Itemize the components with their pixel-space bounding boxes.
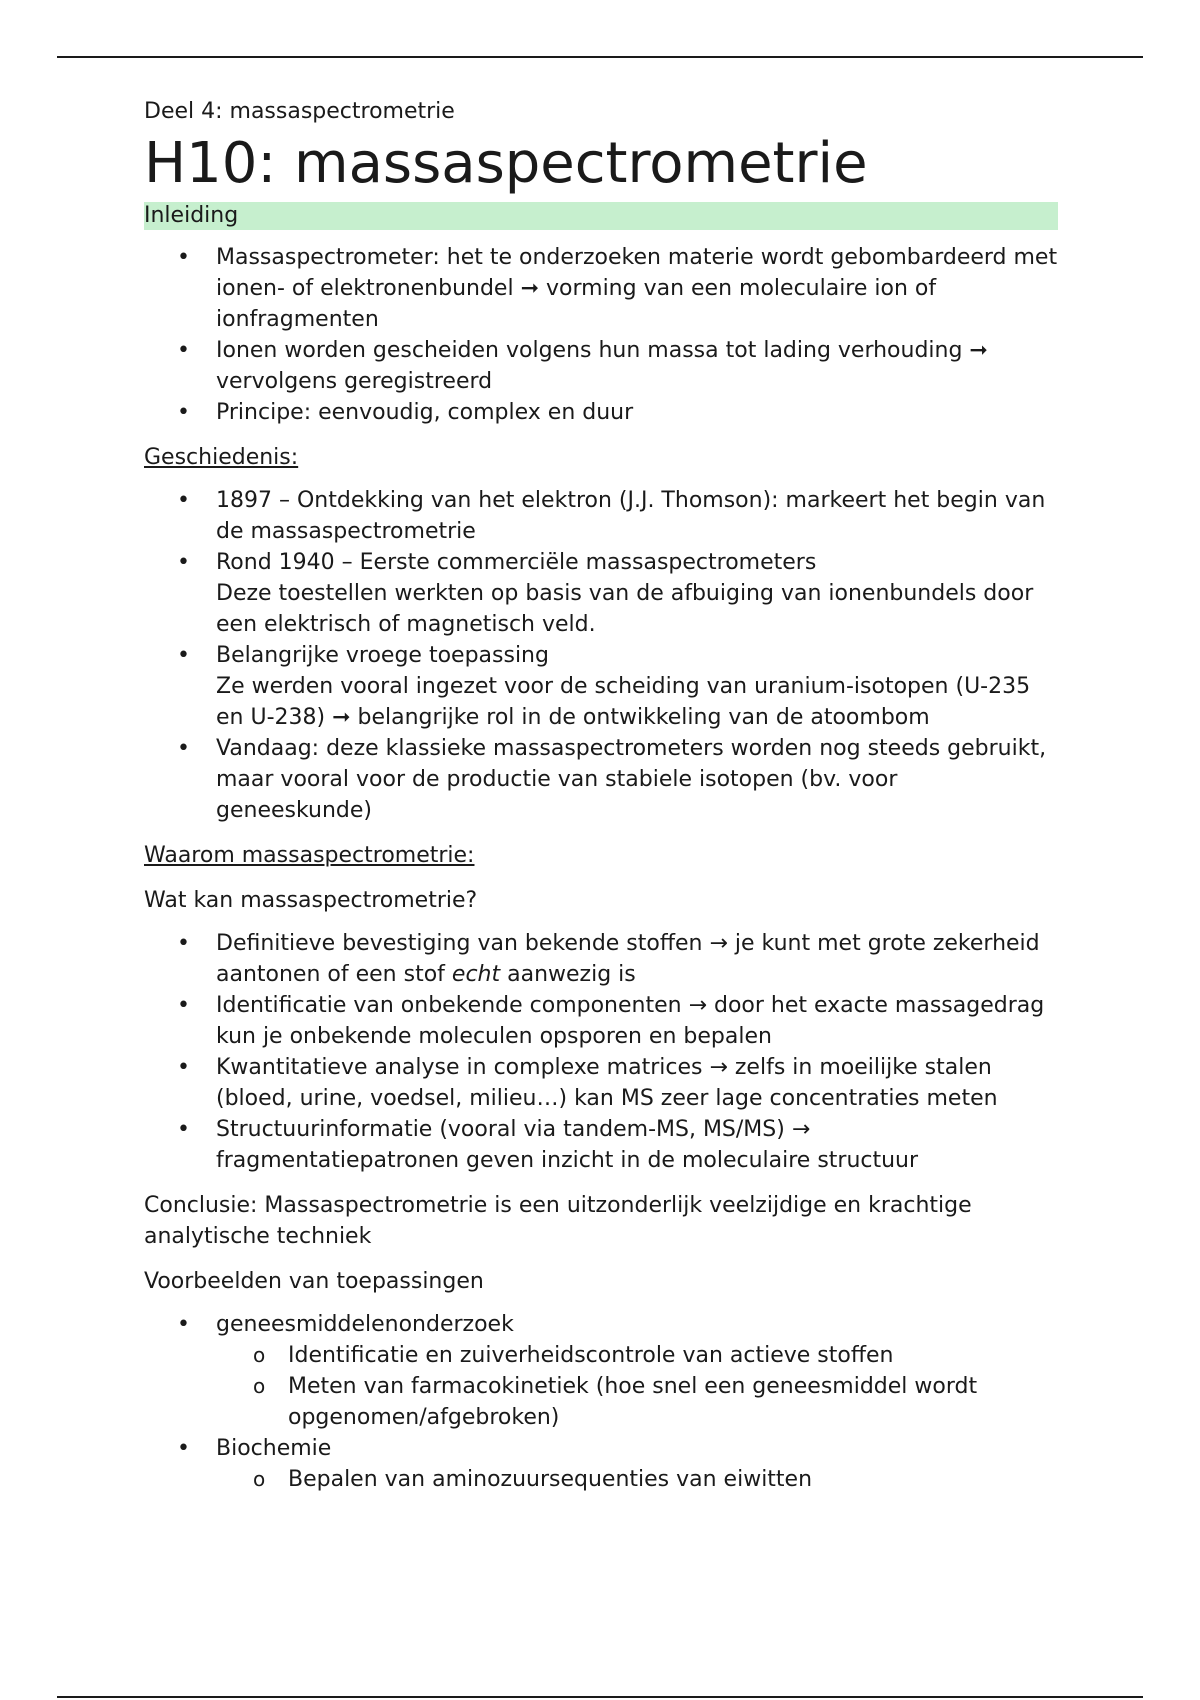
conclusion: Conclusie: Massaspectrometrie is een uitzonderlijk veelzijdige en krachtige analytische techniek [144,1193,972,1249]
list-item-extra: Deze toestellen werkten op basis van de afbuiging van ionenbundels door een elektrisch of magnetisch veld. [216,581,1034,637]
capabilities-list [144,928,1058,1176]
list-item: • Identificatie van onbekende componenten → door het exacte massagedrag kun je onbekende moleculen opsporen en bepalen [144,990,1058,1052]
header-rule [57,56,1143,58]
list-item [144,1433,1058,1495]
part-label: Deel 4: massaspectrometrie [144,99,455,124]
list-item-main: • Biochemie [216,1436,332,1461]
list-item [144,733,1058,826]
list-item [144,928,1058,990]
list-item [144,485,1058,547]
text-segment: aanwezig is [500,962,636,987]
list-item: • Massaspectrometer: het te onderzoeken materie wordt gebombardeerd met ionen- of elektronenbundel ➞ vorming van een moleculaire ion of ionfragmenten [144,242,1058,335]
list-item: • Kwantitatieve analyse in complexe matrices → zelfs in moeilijke stalen (bloed, urine, voedsel, milieu…) kan MS zeer lage concentraties meten [144,1052,1058,1114]
sub-list [216,1464,1058,1495]
examples-list [144,1309,1058,1495]
sub-list-item: o Identificatie en zuiverheidscontrole van actieve stoffen [216,1340,1058,1371]
list-item [144,547,1058,640]
list-item-main: • Vandaag: deze klassieke massaspectrometers worden nog steeds gebruikt, maar vooral voor de productie van stabiele isotopen (bv. voor geneeskunde) [216,736,1047,823]
examples-heading: Voorbeelden van toepassingen [144,1269,484,1294]
sub-list [216,1340,1058,1433]
page-content [144,96,1058,1495]
list-item: • Ionen worden gescheiden volgens hun massa tot lading verhouding ➞ vervolgens geregistreerd [144,335,1058,397]
list-item: • Principe: eenvoudig, complex en duur [144,397,1058,428]
text-segment: Definitieve bevestiging van bekende stoffen → je kunt met grote zekerheid aantonen of een stof [216,931,1040,987]
history-list [144,485,1058,826]
why-heading: Waarom massaspectrometrie: [144,843,475,868]
history-heading: Geschiedenis: [144,445,299,470]
list-item [144,1309,1058,1433]
intro-list [144,242,1058,428]
sub-list-item: o Bepalen van aminozuursequenties van eiwitten [216,1464,1058,1495]
sub-list-item: o Meten van farmacokinetiek (hoe snel een geneesmiddel wordt opgenomen/afgebroken) [216,1371,1058,1433]
list-item-extra: Ze werden vooral ingezet voor de scheiding van uranium-isotopen (U-235 en U-238) ➞ belangrijke rol in de ontwikkeling van de atoombom [216,674,1031,730]
list-item [144,640,1058,733]
what-question: Wat kan massaspectrometrie? [144,888,478,913]
list-item-main: • Rond 1940 – Eerste commerciële massaspectrometers [216,550,817,575]
section-band-inleiding: Inleiding [144,202,1058,230]
list-item-main: • Belangrijke vroege toepassing [216,643,549,668]
chapter-title: H10: massaspectrometrie [144,131,868,196]
list-item-main: • geneesmiddelenonderzoek [216,1312,514,1337]
list-item-main: • 1897 – Ontdekking van het elektron (J.J. Thomson): markeert het begin van de massaspectrometrie [216,488,1046,544]
list-item: • Structuurinformatie (vooral via tandem-MS, MS/MS) → fragmentatiepatronen geven inzicht in de moleculaire structuur [144,1114,1058,1176]
emphasis-text: echt [451,962,501,987]
footer-rule [57,1696,1143,1698]
